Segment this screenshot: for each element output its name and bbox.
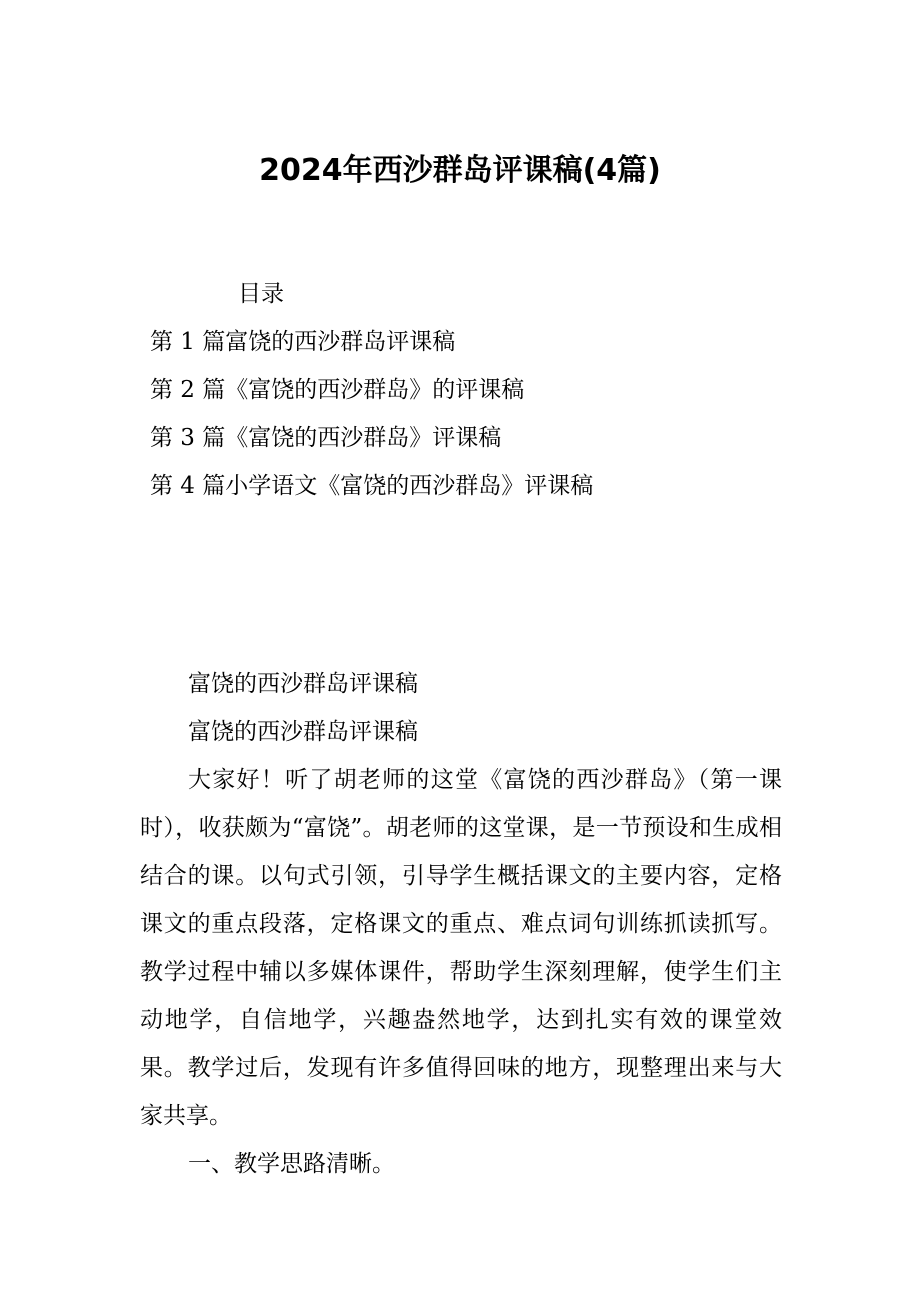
- toc-item-1[interactable]: 第 1 篇富饶的西沙群岛评课稿: [150, 329, 456, 355]
- toc-item-3[interactable]: 第 3 篇《富饶的西沙群岛》评课稿: [150, 425, 502, 451]
- toc-item-4[interactable]: 第 4 篇小学语文《富饶的西沙群岛》评课稿: [150, 473, 594, 499]
- article-paragraph: 大家好！听了胡老师的这堂《富饶的西沙群岛》（第一课时），收获颇为“富饶”。胡老师的这堂课，是一节预设和生成相结合的课。以句式引领，引导学生概括课文的主要内容，定格课文的重点段落，定格课文的重点、难点词句训练抓读抓写。教学过程中辅以多媒体课件，帮助学生深刻理解，使学生们主动地学，自信地学，兴趣盎然地学，达到扎实有效的课堂效果。教学过后，发现有许多值得回味的地方，现整理出来与大家共享。: [140, 767, 782, 1129]
- toc-heading: 目录: [238, 281, 284, 307]
- document-title: 2024年西沙群岛评课稿(4篇): [259, 153, 661, 188]
- article-subheading: 富饶的西沙群岛评课稿: [188, 719, 418, 745]
- article-body: [140, 660, 782, 1188]
- article-heading: 富饶的西沙群岛评课稿: [188, 671, 418, 697]
- section-heading: 一、教学思路清晰。: [188, 1151, 395, 1177]
- table-of-contents: [150, 324, 593, 516]
- toc-item-2[interactable]: 第 2 篇《富饶的西沙群岛》的评课稿: [150, 377, 525, 403]
